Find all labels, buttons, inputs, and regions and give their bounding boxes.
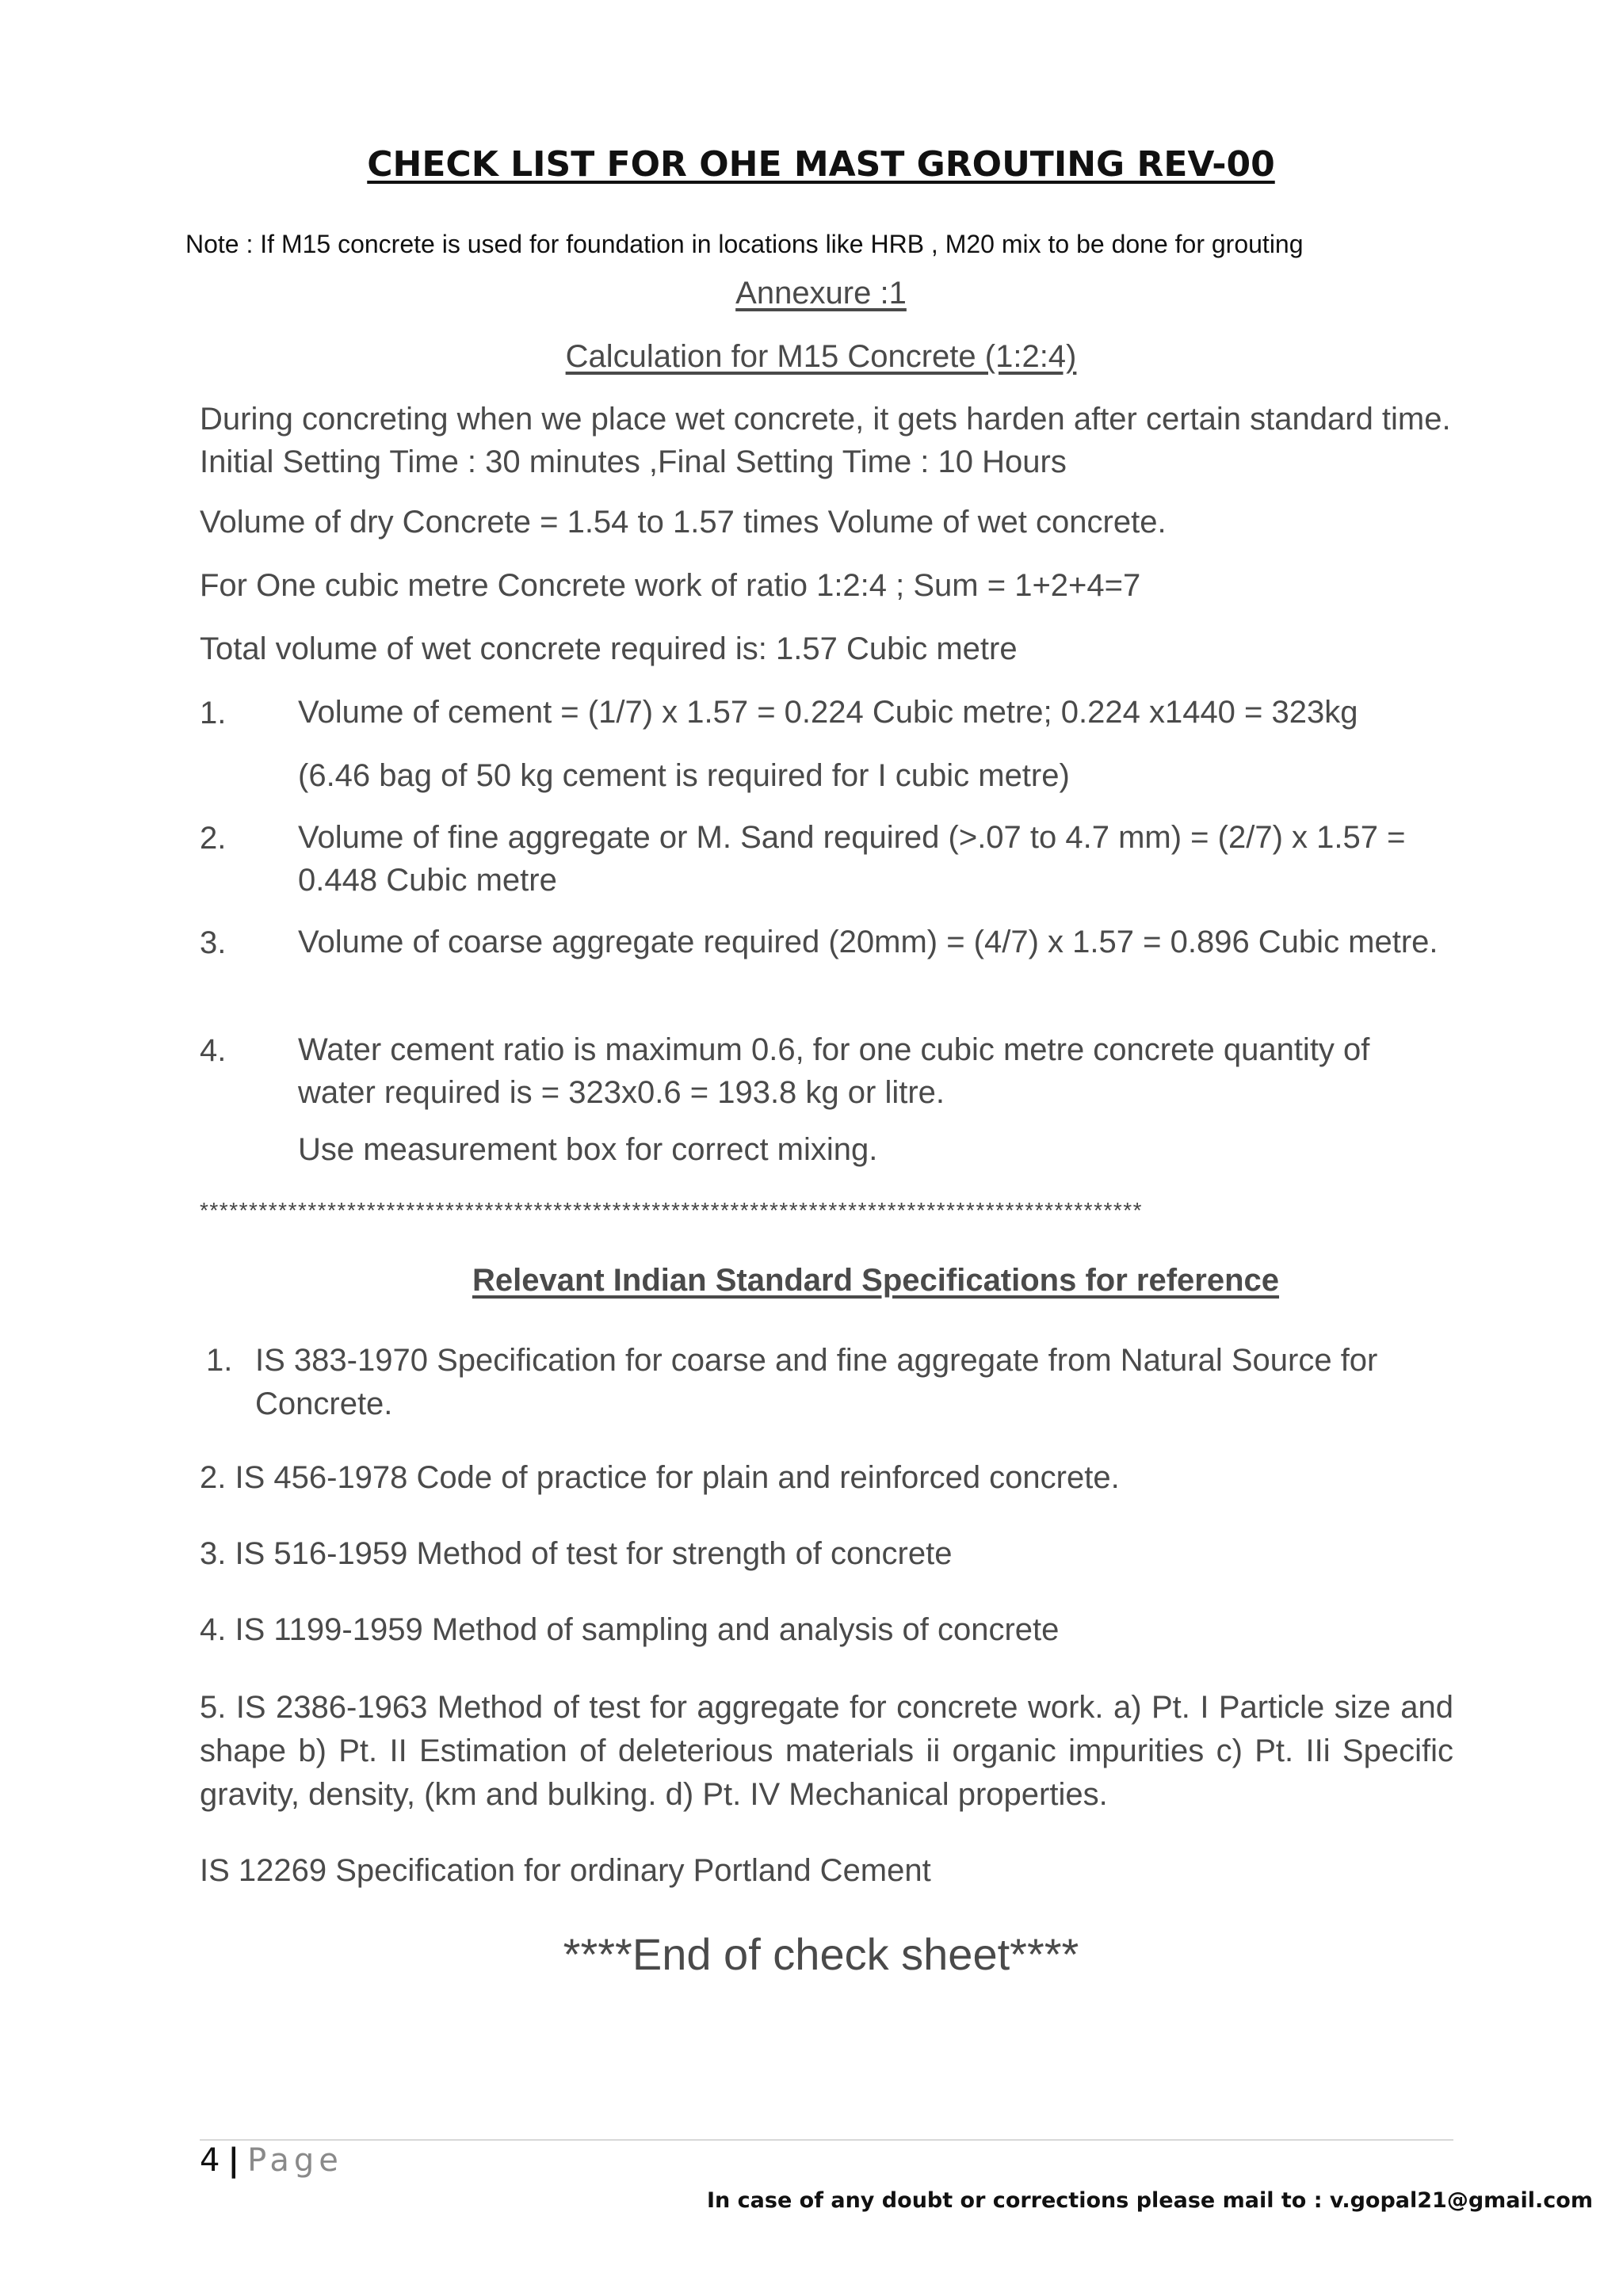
page-number <box>200 2142 343 2179</box>
reference-is-516: 3. IS 516-1959 Method of test for strength of concrete <box>200 1536 953 1571</box>
document-title: CHECK LIST FOR OHE MAST GROUTING REV-00 <box>367 144 1275 185</box>
setting-time-paragraph: During concreting when we place wet concrete, it gets harden after certain standard time. Initial Setting Time : 30 minutes ,Final Setting Time : 10 Hours <box>200 402 1451 479</box>
list-item-number: 2. <box>200 821 227 856</box>
reference-is-456: 2. IS 456-1978 Code of practice for plain and reinforced concrete. <box>200 1460 1120 1495</box>
annexure-heading: Annexure :1 <box>735 276 907 311</box>
fine-aggregate-text: Volume of fine aggregate or M. Sand required (>.07 to 4.7 mm) = (2/7) x 1.57 = 0.448 Cubic metre <box>298 820 1406 898</box>
wet-volume-paragraph: Total volume of wet concrete required is: 1.57 Cubic metre <box>200 631 1018 666</box>
references-heading: Relevant Indian Standard Specifications for reference <box>472 1263 1280 1298</box>
page-separator: | <box>227 2142 240 2179</box>
dry-volume-paragraph: Volume of dry Concrete = 1.54 to 1.57 times Volume of wet concrete. <box>200 505 1167 540</box>
cement-bags-text: (6.46 bag of 50 kg cement is required for I cubic metre) <box>298 758 1070 793</box>
cement-volume-text: Volume of cement = (1/7) x 1.57 = 0.224 Cubic metre; 0.224 x1440 = 323kg <box>298 695 1358 730</box>
list-item-number: 4. <box>200 1033 227 1068</box>
reference-is-2386: 5. IS 2386-1963 Method of test for aggregate for concrete work. a) Pt. I Particle size and shape b) Pt. II Estimation of deleterious materials ii organic impurities c) Pt. IIi Specific gravity, density, (km and bulking. d) Pt. IV Mechanical properties. <box>200 1690 1453 1812</box>
coarse-aggregate-text: Volume of coarse aggregate required (20mm) = (4/7) x 1.57 = 0.896 Cubic metre. <box>298 925 1438 959</box>
reference-is-383: IS 383-1970 Specification for coarse and fine aggregate from Natural Source for Concrete. <box>255 1343 1378 1421</box>
calculation-heading: Calculation for M15 Concrete (1:2:4) <box>565 339 1077 374</box>
grouting-note: Note : If M15 concrete is used for foundation in locations like HRB , M20 mix to be done for grouting <box>185 230 1304 258</box>
page-label: Page <box>247 2142 343 2179</box>
separator-stars: ************************************************************************************************ <box>200 1198 1144 1222</box>
page-number-value: 4 <box>200 2142 220 2179</box>
reference-is-1199: 4. IS 1199-1959 Method of sampling and analysis of concrete <box>200 1612 1060 1647</box>
list-item-number: 1. <box>200 696 227 730</box>
footer-divider <box>200 2139 1453 2141</box>
list-item-number: 3. <box>200 925 227 960</box>
ratio-paragraph: For One cubic metre Concrete work of ratio 1:2:4 ; Sum = 1+2+4=7 <box>200 568 1141 603</box>
water-cement-text: Water cement ratio is maximum 0.6, for one cubic metre concrete quantity of water required is = 323x0.6 = 193.8 kg or litre. <box>298 1032 1370 1110</box>
end-of-sheet-text: ****End of check sheet**** <box>563 1929 1079 1979</box>
footer-mail-note: In case of any doubt or corrections please mail to : v.gopal21@gmail.com <box>707 2188 1593 2213</box>
measurement-box-text: Use measurement box for correct mixing. <box>298 1132 878 1167</box>
reference-is-12269: IS 12269 Specification for ordinary Portland Cement <box>200 1853 931 1888</box>
reference-number: 1. <box>206 1343 233 1378</box>
